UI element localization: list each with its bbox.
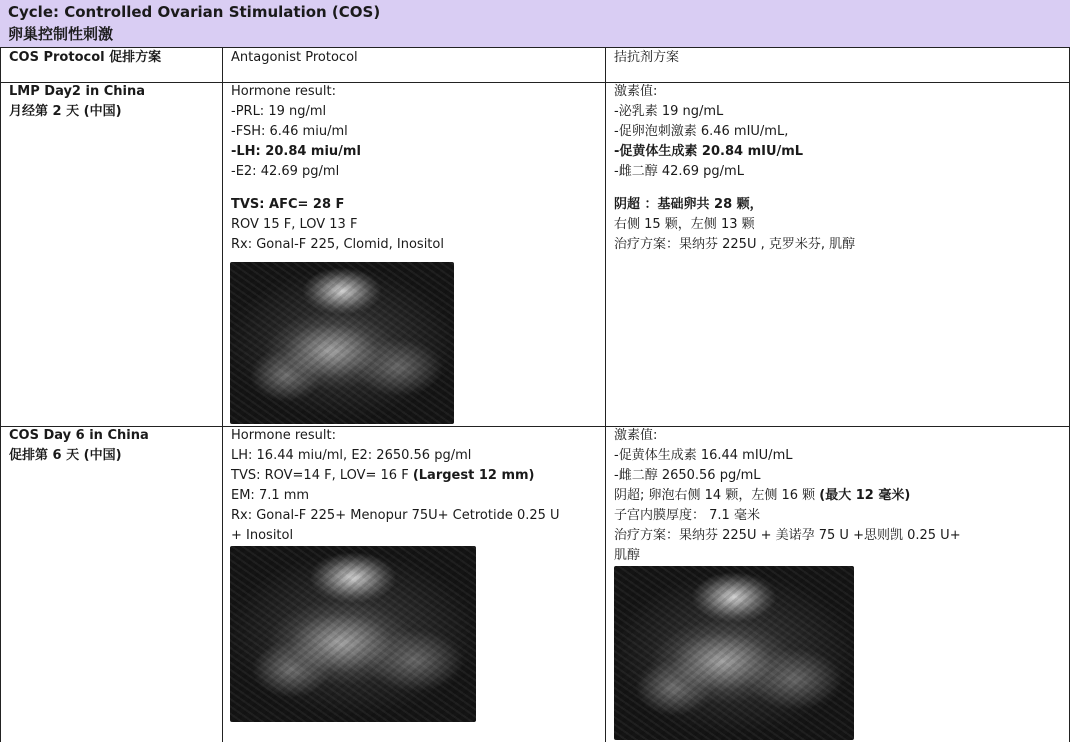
protocol-en: Antagonist Protocol xyxy=(231,50,358,65)
row1-label xyxy=(9,82,145,122)
row2-zh-content xyxy=(614,426,961,566)
e2-value: -E2: 42.69 pg/ml xyxy=(231,164,340,179)
hormone-title: Hormone result: xyxy=(231,84,336,99)
row2-en-content xyxy=(231,426,560,546)
row-divider-1 xyxy=(0,82,1070,83)
protocol-zh: 拮抗剂方案 xyxy=(614,50,680,65)
largest-follicle-zh: (最大 12 毫米) xyxy=(819,488,911,503)
rov-lov: ROV 15 F, LOV 13 F xyxy=(231,217,358,232)
lh-e2-values: LH: 16.44 miu/ml, E2: 2650.56 pg/ml xyxy=(231,448,472,463)
rov-lov-zh: 右侧 15 颗，左侧 13 颗 xyxy=(614,217,755,232)
rx-line-2a: Rx: Gonal-F 225+ Menopur 75U+ Cetrotide 0.25 U xyxy=(231,508,560,523)
ultrasound-image-day6-zh xyxy=(614,566,854,740)
document-header xyxy=(0,0,1070,48)
prl-value-zh: -泌乳素 19 ng/mL xyxy=(614,104,724,119)
e2-value-zh: -雌二醇 42.69 pg/mL xyxy=(614,164,744,179)
row1-label-zh: 月经第 2 天 (中国) xyxy=(9,104,122,119)
rx-line-2b-zh: 肌醇 xyxy=(614,548,641,563)
row1-zh-content xyxy=(614,82,855,255)
column-divider-1 xyxy=(222,48,223,742)
lh-value-zh: -促黄体生成素 20.84 mIU/mL xyxy=(614,144,804,159)
tvs-counts-text-zh: 阴超; 卵泡右侧 14 颗，左侧 16 颗 xyxy=(614,488,820,503)
tvs-afc-zh: 阴超 ：基础卵共 28 颗， xyxy=(614,197,763,212)
tvs-afc: TVS: AFC= 28 F xyxy=(231,197,345,212)
ultrasound-image-day6-en xyxy=(230,546,476,722)
row1-en-content xyxy=(231,82,444,255)
row2-label-en: COS Day 6 in China xyxy=(9,428,149,443)
tvs-counts xyxy=(231,466,560,486)
em-value-zh: 子宫内膜厚度： 7.1 毫米 xyxy=(614,508,760,523)
table-border-left xyxy=(0,48,1,742)
rx-line: Rx: Gonal-F 225, Clomid, Inositol xyxy=(231,237,444,252)
hormone-title-2-zh: 激素值: xyxy=(614,428,658,443)
column-divider-2 xyxy=(605,48,606,742)
hormone-title-2: Hormone result: xyxy=(231,428,336,443)
largest-follicle: (Largest 12 mm) xyxy=(412,468,535,483)
cycle-title-en: Cycle: Controlled Ovarian Stimulation (COS) xyxy=(8,3,381,21)
protocol-label: COS Protocol 促排方案 xyxy=(9,50,162,65)
row2-label xyxy=(9,426,149,466)
hormone-title-zh: 激素值: xyxy=(614,84,658,99)
tvs-counts-zh xyxy=(614,486,961,506)
e2-value-2-zh: -雌二醇 2650.56 pg/mL xyxy=(614,468,761,483)
lh-value: -LH: 20.84 miu/ml xyxy=(231,144,361,159)
rx-line-2b: + Inositol xyxy=(231,528,294,543)
ultrasound-image-day2 xyxy=(230,262,454,424)
row1-label-en: LMP Day2 in China xyxy=(9,84,145,99)
rx-line-2a-zh: 治疗方案：果纳芬 225U + 美诺孕 75 U +思则凯 0.25 U+ xyxy=(614,528,961,543)
row2-label-zh: 促排第 6 天 (中国) xyxy=(9,448,122,463)
rx-line-zh: 治疗方案：果纳芬 225U , 克罗米芬, 肌醇 xyxy=(614,237,856,252)
cycle-title-zh: 卵巢控制性刺激 xyxy=(8,25,114,43)
fsh-value-zh: -促卵泡刺激素 6.46 mIU/mL, xyxy=(614,124,789,139)
fsh-value: -FSH: 6.46 miu/ml xyxy=(231,124,348,139)
em-value: EM: 7.1 mm xyxy=(231,488,310,503)
tvs-counts-text: TVS: ROV=14 F, LOV= 16 F xyxy=(231,468,413,483)
lh-value-2-zh: -促黄体生成素 16.44 mIU/mL xyxy=(614,448,793,463)
prl-value: -PRL: 19 ng/ml xyxy=(231,104,327,119)
